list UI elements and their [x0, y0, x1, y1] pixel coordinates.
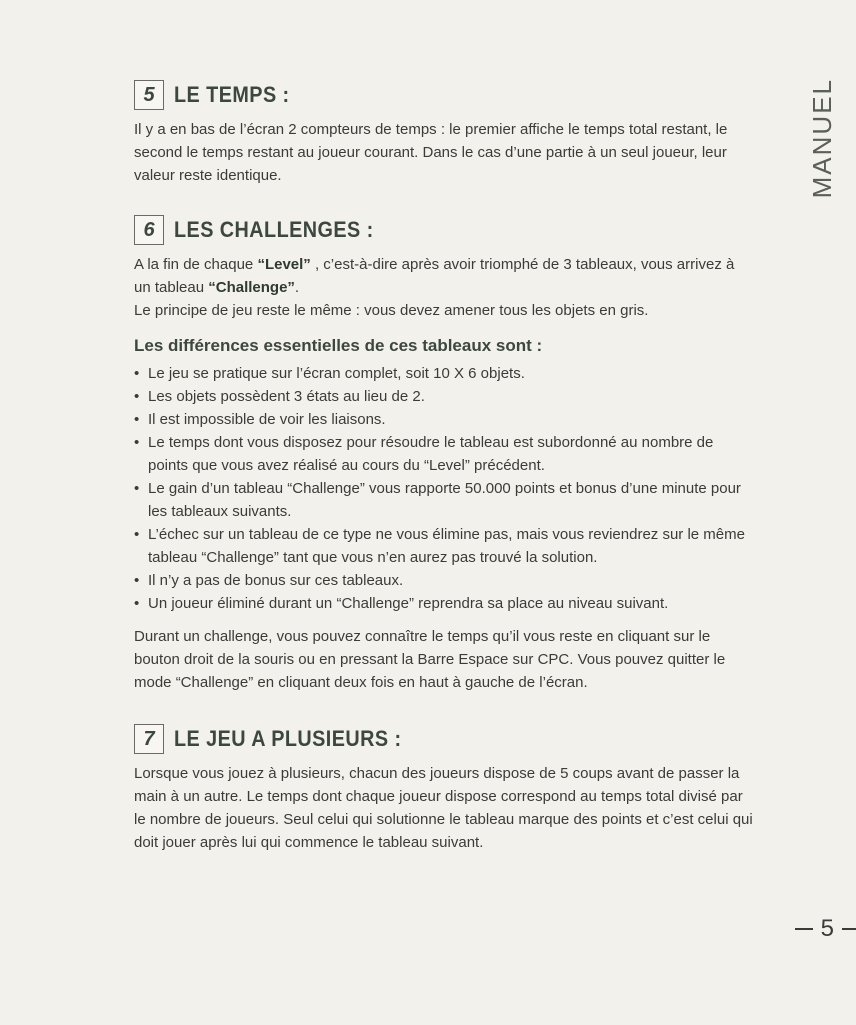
list-item: • Il est impossible de voir les liaisons. [134, 408, 754, 431]
section-number: 7 [134, 724, 164, 754]
section-jeu-a-plusieurs [134, 724, 754, 854]
page-number-dash-left [795, 928, 813, 930]
list-item: • L’échec sur un tableau de ce type ne vous élimine pas, mais vous reviendrez sur le même tableau “Challenge” tant que vous n’en aurez pas trouvé la solution. [134, 523, 754, 569]
page-number-value: 5 [820, 915, 834, 942]
differences-list [134, 362, 754, 615]
principle-paragraph: Le principe de jeu reste le même : vous devez amener tous les objets en gris. [134, 302, 649, 319]
page-number-dash-right [842, 928, 856, 930]
list-item: • Le jeu se pratique sur l’écran complet, soit 10 X 6 objets. [134, 362, 754, 385]
list-item: • Le temps dont vous disposez pour résoudre le tableau est subordonné au nombre de points que vous avez réalisé au cours du “Level” précédent. [134, 431, 754, 477]
page-content [134, 80, 754, 874]
list-item: • Il n’y a pas de bonus sur ces tableaux. [134, 569, 754, 592]
closing-paragraph: Durant un challenge, vous pouvez connaître le temps qu’il vous reste en cliquant sur le bouton droit de la souris ou en pressant la Barre Espace sur CPC. Vous pouvez quitter le mode “Challenge” en cliquant deux fois en haut à gauche de l’écran. [134, 628, 726, 691]
intro-text-2: , c’est-à-dire après avoir triomphé de 3 tableaux, vous arrivez à un tableau [134, 256, 735, 296]
section-le-temps [134, 80, 754, 187]
section-paragraph: Lorsque vous jouez à plusieurs, chacun des joueurs dispose de 5 coups avant de passer la main à un autre. Le temps dont chaque joueur dispose correspond au temps total divisé par le nombre de joueurs. Seul celui qui solutionne le tableau marque des points et c’est celui qui doit jouer après lui qui commence le tableau suivant. [134, 765, 753, 851]
list-item: • Les objets possèdent 3 états au lieu de 2. [134, 385, 754, 408]
intro-paragraph [134, 253, 754, 299]
section-heading [134, 215, 754, 245]
section-heading [134, 724, 754, 754]
list-item: • Le gain d’un tableau “Challenge” vous rapporte 50.000 points et bonus d’une minute pour les tableaux suivants. [134, 477, 754, 523]
intro-bold-challenge: “Challenge” [208, 279, 295, 296]
section-title: LE TEMPS : [174, 82, 290, 107]
intro-text-1: A la fin de chaque [134, 256, 258, 273]
subheading: Les différences essentielles de ces tableaux sont : [134, 336, 543, 355]
section-heading [134, 80, 754, 110]
section-number: 6 [134, 215, 164, 245]
intro-bold-level: “Level” [257, 256, 311, 273]
section-title: LES CHALLENGES : [174, 217, 374, 242]
list-item: • Un joueur éliminé durant un “Challenge” reprendra sa place au niveau suivant. [134, 592, 754, 615]
page-number [795, 915, 856, 943]
section-number: 5 [134, 80, 164, 110]
side-label: MANUEL [807, 78, 837, 199]
section-title: LE JEU A PLUSIEURS : [174, 726, 402, 751]
section-les-challenges [134, 215, 754, 694]
intro-text-3: . [294, 279, 300, 296]
section-paragraph: Il y a en bas de l’écran 2 compteurs de temps : le premier affiche le temps total restant, le second le temps restant au joueur courant. Dans le cas d’une partie à un seul joueur, leur valeur reste identique. [134, 121, 728, 184]
